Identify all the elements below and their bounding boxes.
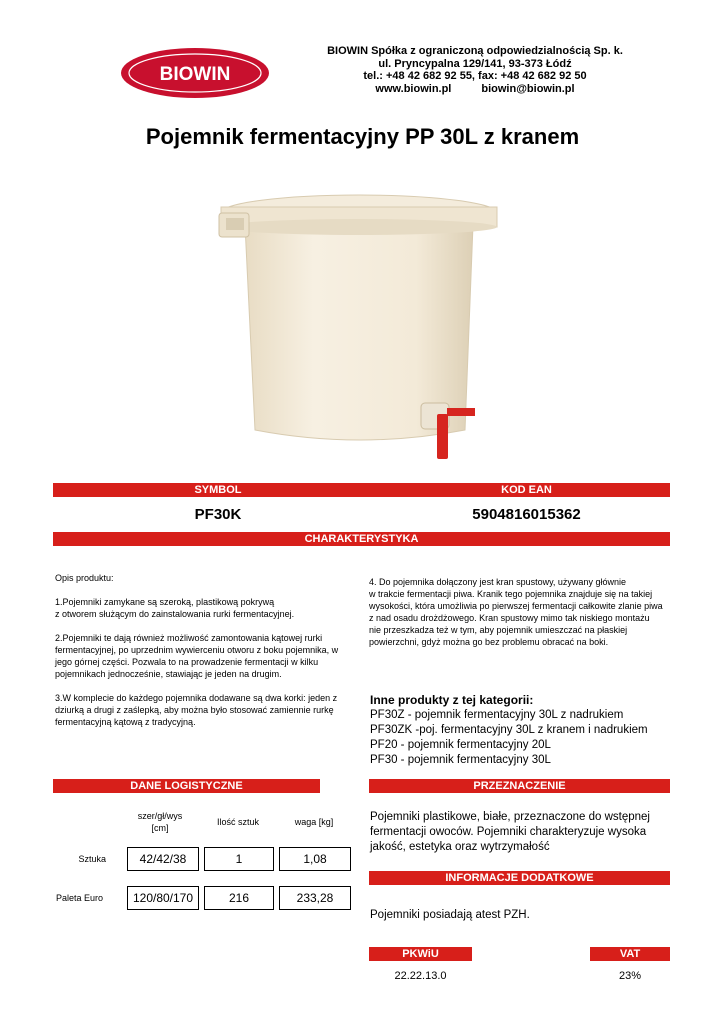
description-p1-l0: 1.Pojemniki zamykane są szeroką, plastikową pokrywą xyxy=(55,597,275,607)
purpose-line: jakość, estetyka oraz wytrzymałość xyxy=(370,841,550,853)
purpose-line: Pojemniki plastikowe, białe, przeznaczone do wstępnej xyxy=(370,811,650,823)
description-p1-l1: z otworem służącym do zainstalowania rurki fermentacyjnej. xyxy=(55,609,295,619)
logistics-row-label: Paleta Euro xyxy=(55,893,103,903)
description-left xyxy=(55,572,355,728)
logistics-cell-qty: 216 xyxy=(204,886,274,910)
col-dims-line2: [cm] xyxy=(151,823,169,833)
vat-value: 23% xyxy=(618,970,642,982)
company-phone: tel.: +48 42 682 92 55, fax: +48 42 682 92 50 xyxy=(363,70,587,82)
pkwiu-bar: PKWiU xyxy=(369,947,472,961)
related-item: PF20 - pojemnik fermentacyjny 20L xyxy=(370,739,551,751)
description-right xyxy=(369,576,679,648)
related-products xyxy=(370,693,690,768)
description-p2-l1: fermentacyjnej, po uprzednim wywierceniu otworu z boku pojemnika, w xyxy=(55,645,339,655)
company-name: BIOWIN Spółka z ograniczoną odpowiedzialnością Sp. k. xyxy=(327,45,623,57)
description-p2-l0: 2.Pojemniki te dają również możliwość zamontowania kątowej rurki xyxy=(55,633,323,643)
related-item: PF30Z - pojemnik fermentacyjny 30L z nadrukiem xyxy=(370,709,624,721)
codes-header-bar xyxy=(53,483,670,497)
logistics-row-label: Sztuka xyxy=(78,854,106,864)
logistics-cell-dims: 42/42/38 xyxy=(127,847,199,871)
description-p4-l2: wysokości, która umożliwia po pierwszej fermentacji całkowite zlanie piwa xyxy=(369,601,663,611)
purpose-text xyxy=(370,810,690,855)
description-p4-l5: powierzchni, gdyż można go bez problemu obracać na boki. xyxy=(369,637,609,647)
col-dims-line1: szer/gł/wys xyxy=(137,811,183,821)
logo-text: BIOWIN xyxy=(159,64,231,85)
description-p2-l3: pojemnikach jednocześnie, stawiając je jeden na drugim. xyxy=(55,669,282,679)
extra-info-text: Pojemniki posiadają atest PZH. xyxy=(370,909,530,921)
purpose-bar: PRZEZNACZENIE xyxy=(369,779,670,793)
company-website[interactable]: www.biowin.pl xyxy=(375,82,452,95)
logistics-cell-qty: 1 xyxy=(204,847,274,871)
logistics-col-qty: Ilość sztuk xyxy=(216,817,259,827)
logistics-col-weight: waga [kg] xyxy=(294,817,334,827)
ean-label: KOD EAN xyxy=(501,484,552,496)
symbol-label: SYMBOL xyxy=(194,484,242,496)
symbol-value: PF30K xyxy=(194,506,242,523)
ean-value: 5904816015362 xyxy=(472,506,581,523)
company-info xyxy=(310,45,640,95)
related-item: PF30 - pojemnik fermentacyjny 30L xyxy=(370,754,551,766)
characteristics-bar: CHARAKTERYSTYKA xyxy=(53,532,670,546)
description-intro: Opis produktu: xyxy=(55,573,114,583)
related-item: PF30ZK -poj. fermentacyjny 30L z kranem i nadrukiem xyxy=(370,724,648,736)
description-p3-l2: fermentacyjną kątową z tradycyjną. xyxy=(55,717,196,727)
description-p3-l0: 3.W komplecie do każdego pojemnika dodawane są dwa korki: jeden z xyxy=(55,693,338,703)
logistics-bar: DANE LOGISTYCZNE xyxy=(53,779,320,793)
description-p4-l4: nie przeszkadza też w tym, aby pojemnik umieszczać na płaskiej xyxy=(369,625,628,635)
company-email[interactable]: biowin@biowin.pl xyxy=(481,82,575,95)
description-p2-l2: jego górnej części. Pozwala to na prowadzenie fermentacji w kilku xyxy=(55,657,319,667)
logistics-cell-dims: 120/80/170 xyxy=(127,886,199,910)
purpose-line: fermentacji owoców. Pojemniki charakteryzuje wysoka xyxy=(370,826,647,838)
description-p4-l1: w trakcie fermentacji piwa. Kranik tego pojemnika znajduje się na takiej xyxy=(369,589,653,599)
description-p4-l0: 4. Do pojemnika dołączony jest kran spustowy, używany głównie xyxy=(369,577,626,587)
pkwiu-value: 22.22.13.0 xyxy=(394,970,447,982)
logistics-cell-weight: 233,28 xyxy=(279,886,351,910)
bucket-image xyxy=(215,185,505,465)
company-address: ul. Pryncypalna 129/141, 93-373 Łódź xyxy=(378,57,572,70)
description-p4-l3: z nad osadu drożdżowego. Kran spustowy mimo tak niskiego montażu xyxy=(369,613,650,623)
biowin-logo xyxy=(120,47,270,99)
description-p3-l1: dziurką a drugi z zaślepką, aby można było stosować zamiennie rurkę xyxy=(55,705,334,715)
logistics-cell-weight: 1,08 xyxy=(279,847,351,871)
vat-bar: VAT xyxy=(590,947,670,961)
extra-info-bar: INFORMACJE DODATKOWE xyxy=(369,871,670,885)
page-title: Pojemnik fermentacyjny PP 30L z kranem xyxy=(145,124,580,149)
logistics-col-dims xyxy=(120,810,200,834)
related-title: Inne produkty z tej kategorii: xyxy=(370,693,534,707)
